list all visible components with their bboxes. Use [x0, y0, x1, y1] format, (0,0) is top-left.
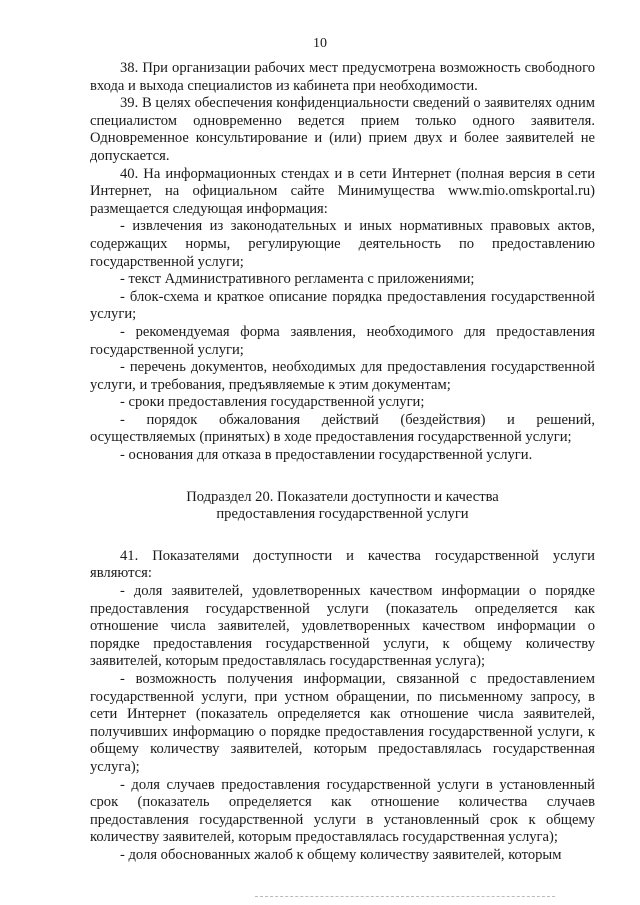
list-item: - доля обоснованных жалоб к общему количеству заявителей, которым [120, 846, 562, 863]
subsection-heading-line2: предоставления государственной услуги [216, 506, 469, 523]
list-item: - сроки предоставления государственной услуги; [120, 394, 425, 411]
list-item: - блок-схема и краткое описание порядка предоставления государственной услуги; [90, 288, 595, 323]
list-item: - текст Административного регламента с приложениями; [120, 271, 475, 288]
list-item: - перечень документов, необходимых для предоставления государственной услуги, и требования, предъявляемые к этим документам; [90, 359, 595, 393]
subsection-heading-line1: Подраздел 20. Показатели доступности и качества [186, 488, 499, 505]
list-item: - порядок обжалования действий (бездействия) и решений, осуществляемых (принятых) в ходе предоставления государственной услуги; [90, 411, 595, 446]
list-item: - доля заявителей, удовлетворенных качеством информации о порядке предоставления государственной услуги (показатель определяется как отношение числа заявителей, удовлетворенных качеством информации о порядке предоставления государственной услуги, к общему количеству заявителей, которым предоставлялась государственная услуга); [90, 583, 595, 670]
page-content [90, 60, 595, 865]
page-number: 10 [313, 36, 327, 51]
list-item: - извлечения из законодательных и иных нормативных правовых актов, содержащих нормы, регулирующие деятельность по предоставлению государственной услуги; [90, 218, 595, 270]
paragraph-40: 40. На информационных стендах и в сети Интернет (полная версия в сети Интернет, на официальном сайте Минимущества www.mio.omskportal.ru) размещается следующая информация: [90, 165, 595, 217]
list-item: - возможность получения информации, связанной с предоставлением государственной услуги, при устном обращении, по письменному запросу, в сети Интернет (показатель определяется как отношение числа заявителей, получивших информацию о порядке предоставления государственной услуги, к общему количеству заявителей, которым предоставлялась государственная услуга); [90, 671, 595, 775]
paragraph-41: 41. Показателями доступности и качества государственной услуги являются: [90, 547, 595, 582]
list-item: - рекомендуемая форма заявления, необходимого для предоставления государственной услуги; [90, 323, 595, 358]
list-item: - доля случаев предоставления государственной услуги в установленный срок (показатель определяется как отношение количества случаев предоставления государственной услуги в установленный срок к общему количеству заявителей, которым предоставлялась государственная услуга); [90, 776, 595, 846]
list-item: - основания для отказа в предоставлении государственной услуги. [120, 447, 533, 464]
footer-scan-line [255, 896, 555, 897]
paragraph-38: 38. При организации рабочих мест предусмотрена возможность свободного входа и выхода специалистов из кабинета при необходимости. [90, 60, 595, 94]
paragraph-39: 39. В целях обеспечения конфиденциальности сведений о заявителях одним специалистом одновременно ведется прием только одного заявителя. Одновременное консультирование и (или) прием двух и более заявителей не допускается. [90, 95, 595, 164]
subsection-heading [90, 489, 595, 524]
